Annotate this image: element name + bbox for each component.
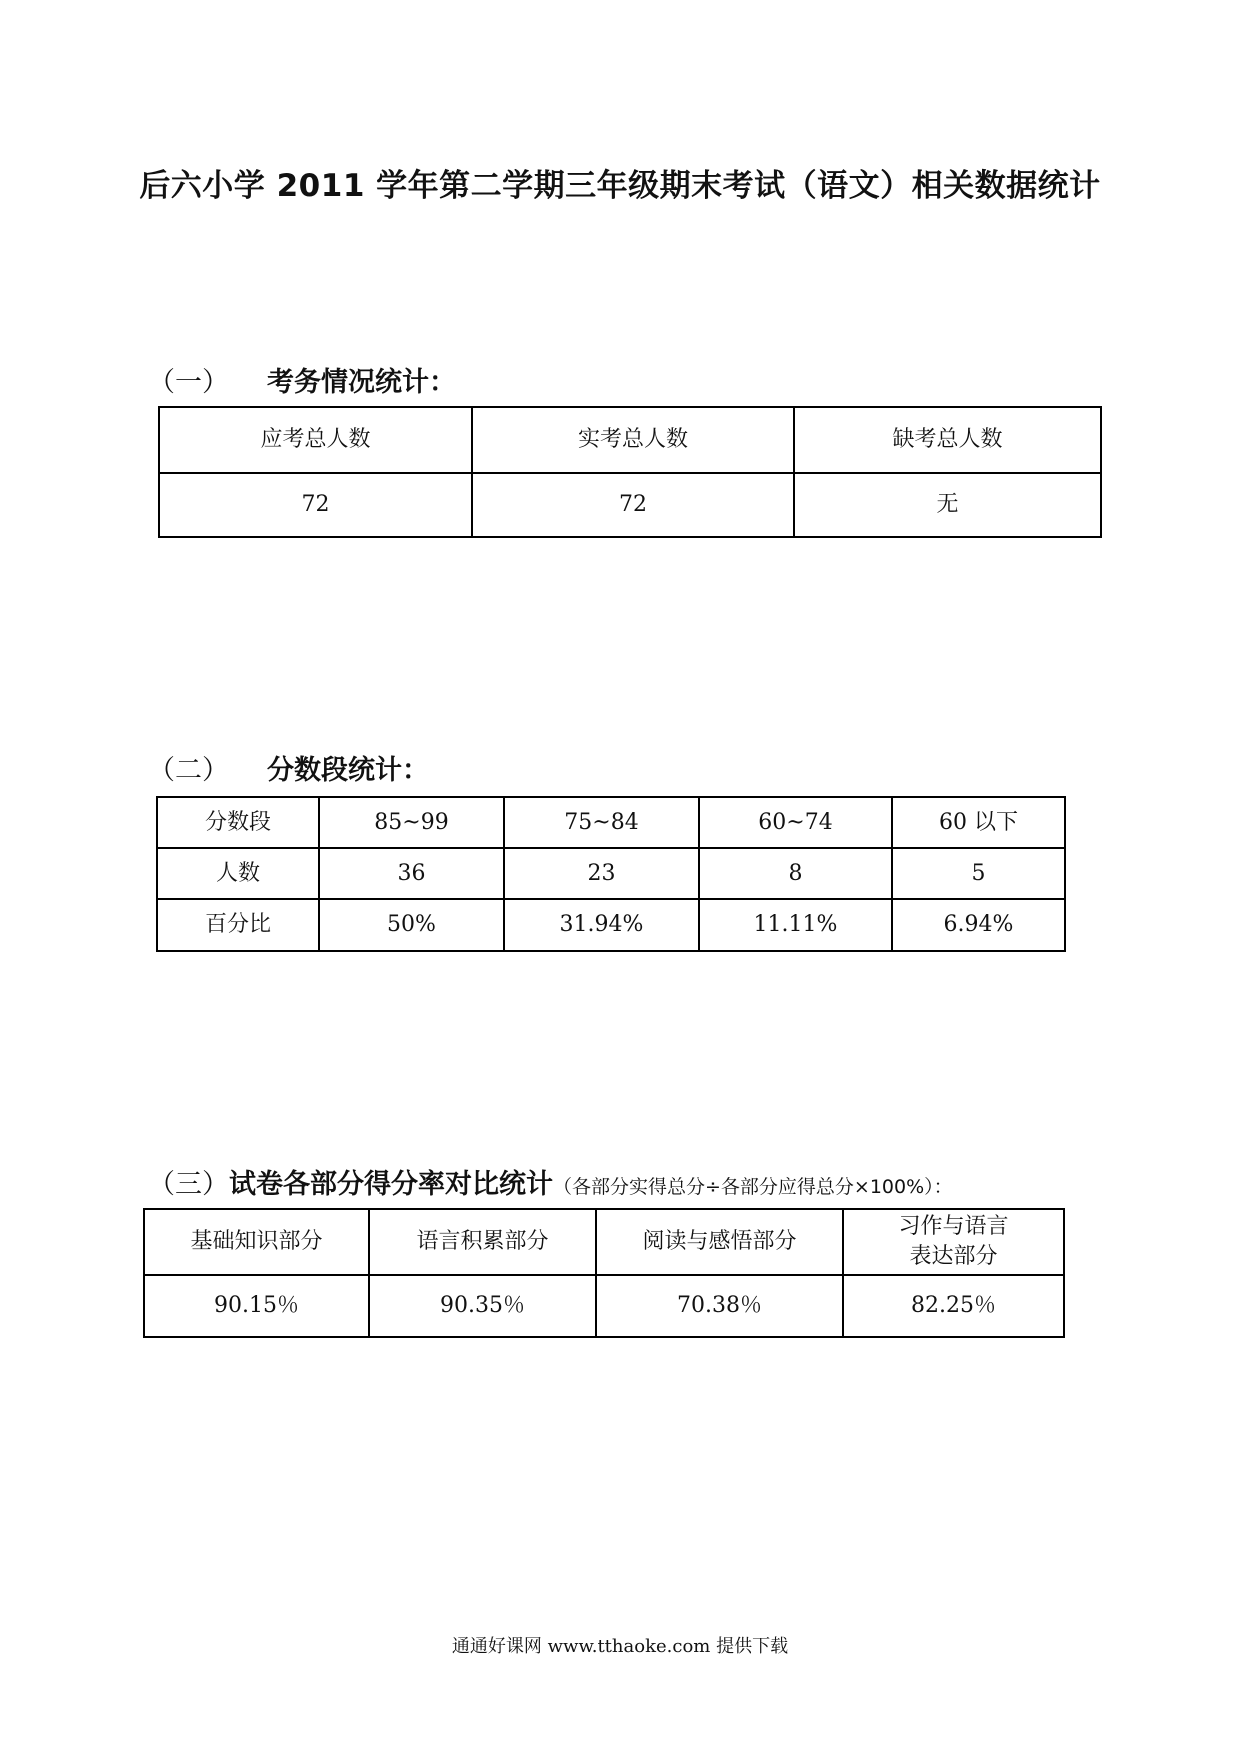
exam-attendance-table <box>158 406 1102 538</box>
section-score-rate-table <box>143 1208 1065 1338</box>
header-cell: 85~99 <box>319 797 504 848</box>
section-2-number: （二） <box>148 755 229 786</box>
footer-credit: 通通好课网 www.tthaoke.com 提供下载 <box>451 1636 789 1657</box>
header-cell: 60~74 <box>699 797 892 848</box>
value-cell: 5 <box>892 848 1065 899</box>
header-cell: 75~84 <box>504 797 699 848</box>
section-2-heading <box>148 748 429 787</box>
header-cell: 阅读与感悟部分 <box>596 1209 843 1275</box>
table-row <box>159 407 1101 473</box>
value-cell: 70.38％ <box>596 1275 843 1337</box>
header-cell: 缺考总人数 <box>794 407 1101 473</box>
header-cell: 基础知识部分 <box>144 1209 369 1275</box>
table-row <box>157 797 1065 848</box>
value-cell: 50% <box>319 899 504 951</box>
value-cell: 8 <box>699 848 892 899</box>
page-title: 后六小学 2011 学年第二学期三年级期末考试（语文）相关数据统计 <box>139 168 1101 204</box>
section-3-title: 试卷各部分得分率对比统计 <box>229 1169 553 1200</box>
section-3-number: （三） <box>148 1169 229 1200</box>
row-label-cell: 分数段 <box>157 797 319 848</box>
section-1-title: 考务情况统计： <box>267 367 456 398</box>
section-3-note: （各部分实得总分÷各部分应得总分×100%）： <box>553 1176 953 1198</box>
value-cell: 90.15％ <box>144 1275 369 1337</box>
header-cell <box>843 1209 1064 1275</box>
header-line: 习作与语言 <box>898 1214 1009 1240</box>
value-cell: 31.94% <box>504 899 699 951</box>
header-cell: 实考总人数 <box>472 407 794 473</box>
section-1-number: （一） <box>148 367 229 398</box>
value-cell: 无 <box>794 473 1101 537</box>
table-row <box>157 899 1065 951</box>
value-cell: 36 <box>319 848 504 899</box>
value-cell: 23 <box>504 848 699 899</box>
row-label-cell: 百分比 <box>157 899 319 951</box>
header-line: 表达部分 <box>909 1244 998 1269</box>
section-1-heading <box>148 360 456 399</box>
table-row <box>159 473 1101 537</box>
value-cell: 82.25％ <box>843 1275 1064 1337</box>
table-row <box>144 1209 1064 1275</box>
value-cell: 11.11% <box>699 899 892 951</box>
header-cell: 语言积累部分 <box>369 1209 596 1275</box>
value-cell: 6.94% <box>892 899 1065 951</box>
value-cell: 90.35％ <box>369 1275 596 1337</box>
section-2-title: 分数段统计： <box>267 755 429 786</box>
row-label-cell: 人数 <box>157 848 319 899</box>
table-row <box>144 1275 1064 1337</box>
score-range-table <box>156 796 1066 952</box>
header-cell: 60 以下 <box>892 797 1065 848</box>
value-cell: 72 <box>159 473 472 537</box>
table-row <box>157 848 1065 899</box>
header-cell: 应考总人数 <box>159 407 472 473</box>
value-cell: 72 <box>472 473 794 537</box>
section-3-heading <box>148 1162 953 1201</box>
